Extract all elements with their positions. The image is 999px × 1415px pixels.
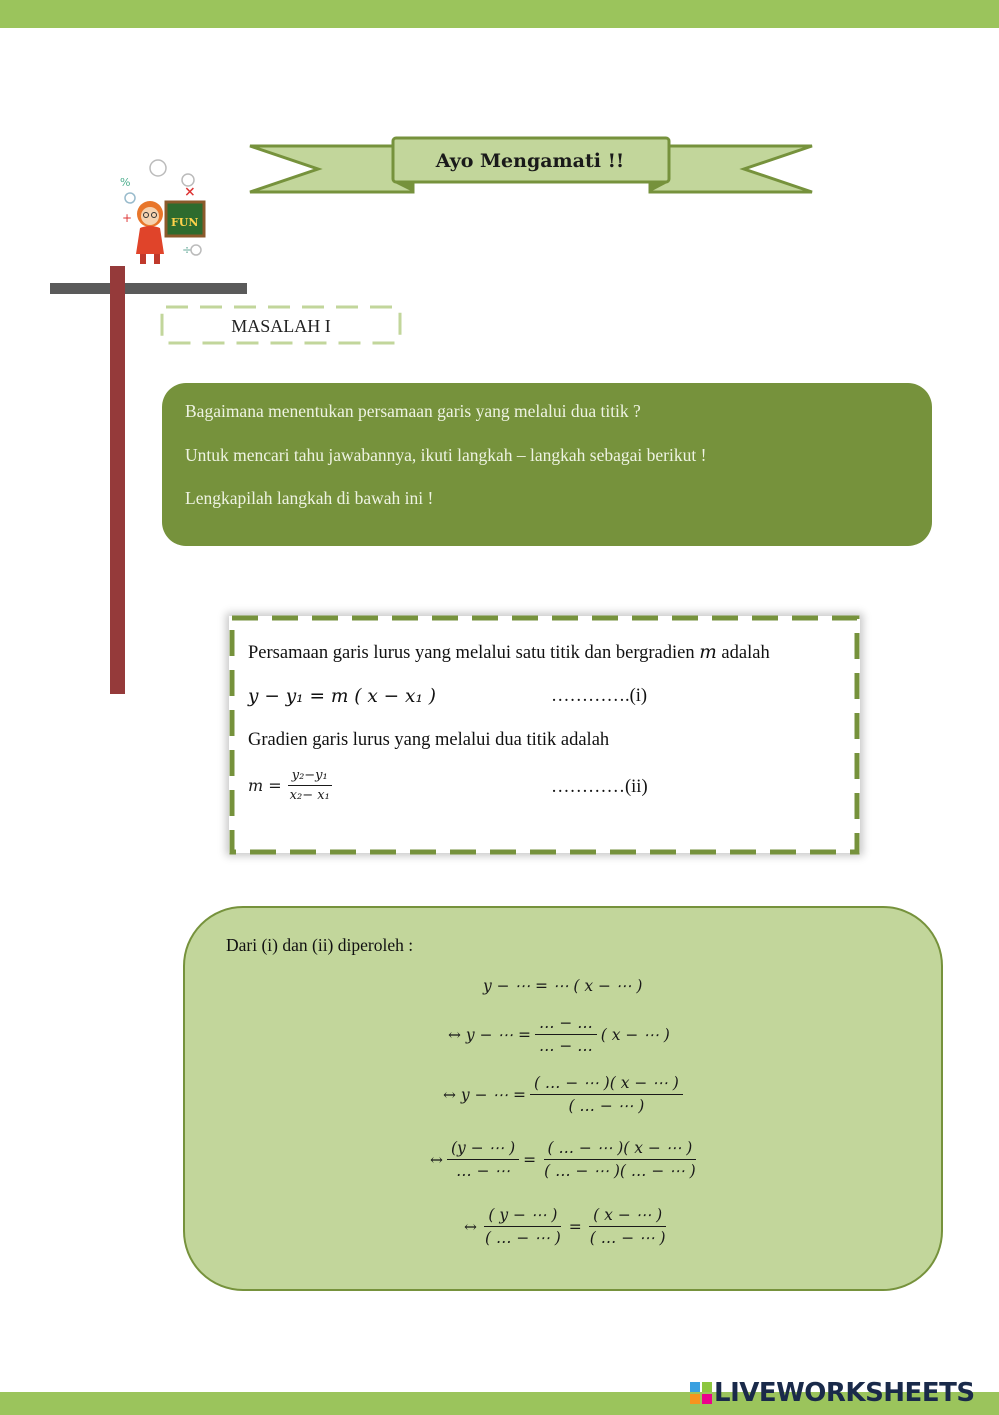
fill-blank: (y − ⋯ ) — [447, 1139, 519, 1160]
fill-blank: ( … − ⋯ ) — [589, 1229, 666, 1247]
equation-ref-i: ………….(i) — [551, 686, 648, 706]
point-slope-equation: y − y₁ = m ( x − x₁ ) — [248, 686, 437, 707]
mascot-illustration — [118, 150, 210, 272]
svg-text:÷: ÷ — [182, 243, 193, 257]
top-decor-bar — [0, 0, 999, 28]
intro-instruction: Untuk mencari tahu jawabannya, ikuti langkah – langkah sebagai berikut ! — [185, 445, 707, 465]
derivation-step-3: ↔ y − ⋯ = $\frac{( \dots - \cdots )( x - \cdots )}{( \dots - \cdots )}$ — [443, 1074, 687, 1115]
derivation-step-4: ↔ $\frac{(y - \cdots )}{\dots - \cdots}$ = $\frac{( \dots - \cdots )( x - \cdots )}{( \dots - \cdots )( \dots - \cdots )}$ — [430, 1139, 704, 1180]
derivation-intro: Dari (i) dan (ii) diperoleh : — [226, 935, 414, 955]
equation-ref-ii: …………(ii) — [551, 777, 648, 797]
horizontal-decor-bar — [50, 283, 247, 294]
liveworksheets-logo — [690, 1376, 975, 1410]
intro-question: Bagaimana menentukan persamaan garis yang melalui dua titik ? — [185, 401, 641, 421]
gradient-equation: m = $\frac{\text{y₂−y₁}}{\text{x₂− x₁}}$ — [248, 768, 330, 803]
fill-blank: ( … − ⋯ ) — [485, 1229, 561, 1247]
svg-text:×: × — [184, 184, 196, 200]
fill-blank: ( … − ⋯ ) — [568, 1097, 645, 1115]
section-title: MASALAH I — [231, 315, 331, 336]
vertical-decor-bar — [110, 266, 125, 694]
svg-text:FUN: FUN — [171, 216, 199, 229]
fill-blank: ( x − ⋯ ) — [589, 1206, 666, 1227]
fill-blank: … − ⋯ — [456, 1162, 510, 1180]
gradient-variable: m — [699, 642, 717, 663]
intro-task: Lengkapilah langkah di bawah ini ! — [185, 488, 434, 508]
logo-text: LIVEWORKSHEETS — [714, 1378, 975, 1408]
svg-text:%: % — [120, 176, 131, 189]
derivation-step-5: ↔ $\frac{( y - \cdots )}{( \dots - \cdots )}$ = $\frac{( x - \cdots )}{( \dots - \cdots )}$ — [464, 1206, 674, 1247]
svg-text:+: + — [122, 211, 133, 225]
fill-blank: ( y − ⋯ ) — [484, 1206, 561, 1227]
formula-statement-2: Gradien garis lurus yang melalui dua titik adalah — [248, 730, 610, 750]
logo-icon — [690, 1382, 712, 1404]
fill-blank: ( … − ⋯ )( x − ⋯ ) — [544, 1139, 697, 1160]
fill-blank: … − … — [535, 1014, 597, 1035]
fill-blank: ( … − ⋯ )( x − ⋯ ) — [530, 1074, 683, 1095]
derivation-step-1: y − ⋯ = ⋯ ( x − ⋯ ) — [483, 977, 643, 995]
fill-blank: … − … — [538, 1037, 593, 1055]
derivation-step-2: ↔ y − ⋯ = $\frac{\dots - \dots}{\dots - \dots}$ ( x − ⋯ ) — [448, 1014, 670, 1055]
banner-title: Ayo Mengamati !! — [435, 150, 625, 172]
fill-blank: ( … − ⋯ )( … − ⋯ ) — [544, 1162, 696, 1180]
formula-statement-1: Persamaan garis lurus yang melalui satu titik dan bergradien m adalah — [248, 642, 770, 663]
